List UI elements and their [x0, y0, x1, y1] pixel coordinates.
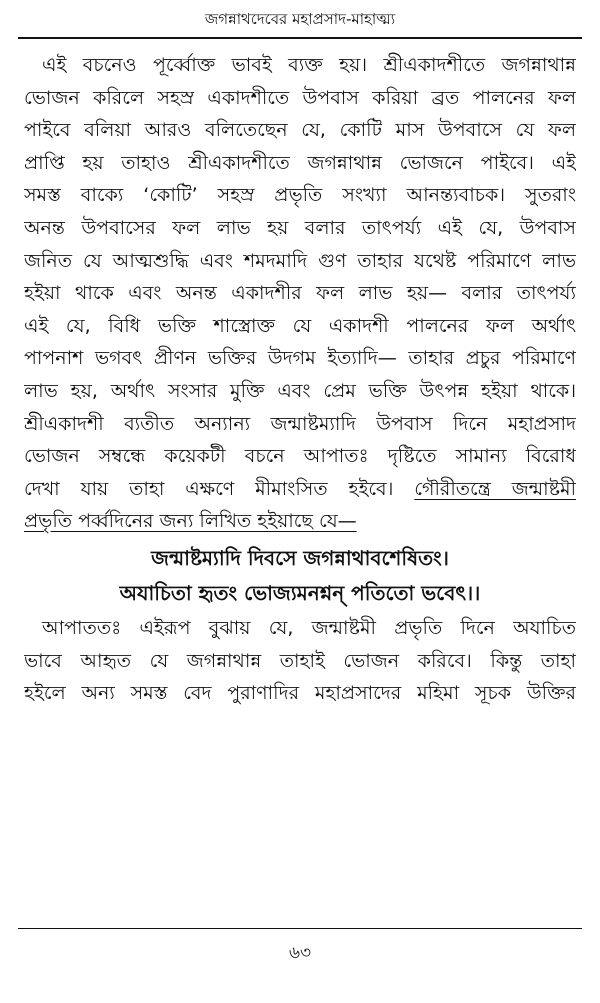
- page-number: ৬৩: [288, 943, 312, 963]
- text-line: অনন্ত উপবাসের ফল লাভ হয় বলার তাৎপর্য্য এই যে, উপবাস: [24, 216, 576, 239]
- text-line: হইলে অন্য সমস্ত বেদ পুরাণাদির মহাপ্রসাদের মহিমা সূচক উক্তির: [24, 682, 576, 705]
- text-line: ভোজন সম্বন্ধে কয়েকটী বচনে আপাতঃ দৃষ্টিতে সামান্য বিরোধ: [24, 445, 576, 468]
- underlined-citation: গৌরীতন্ত্রে জন্মাষ্টমী: [414, 477, 576, 500]
- text-line: ভাবে আহৃত যে জগন্নাথান্ন তাহাই ভোজন করিবে। কিন্তু তাহা: [24, 649, 576, 672]
- text-line: সমস্ত বাক্যে ‘কোটি’ সহস্র প্রভৃতি সংখ্যা আনন্ত্যবাচক। সুতরাং: [24, 184, 576, 207]
- text-line: হইয়া থাকে এবং অনন্ত একাদশীর ফল লাভ হয়— বলার তাৎপর্য্য: [24, 282, 576, 305]
- text-line-underlined: [24, 506, 576, 539]
- text-line: আপাততঃ এইরূপ বুঝায় যে, জন্মাষ্টমী প্রভৃতি দিনে অযাচিত: [42, 616, 576, 639]
- text-line: পাপনাশ ভগবৎ প্রীণন ভক্তির উদগম ইত্যাদি— তাহার প্রচুর পরিমাণে: [24, 347, 576, 370]
- footer-rule: [18, 928, 582, 929]
- header-rule: [18, 37, 582, 39]
- text-line: ভোজন করিলে সহস্র একাদশীতে উপবাস করিয়া ব্রত পালনের ফল: [24, 86, 576, 109]
- text-line: শ্রীএকাদশী ব্যতীত অন্যান্য জন্মাষ্টম্যাদি উপবাস দিনে মহাপ্রসাদ: [24, 412, 576, 435]
- running-header: জগন্নাথদেবের মহাপ্রসাদ-মাহাত্ম্য: [204, 10, 396, 28]
- verse-line: অযাচিতা হৃতং ভোজ্যমনশ্নন্ পতিতো ভবেৎ।।: [119, 580, 481, 605]
- text-line: এই যে, বিধি ভক্তি শাস্ত্রোক্ত যে একাদশী পালনের ফল অর্থাৎ: [24, 314, 576, 337]
- text-line-with-underline: [24, 474, 576, 507]
- verse-line: জন্মাষ্টম্যাদি দিবসে জগন্নাথাবশেষিতং।: [151, 545, 449, 570]
- text-line: এই বচনেও পূর্ব্বোক্ত ভাবই ব্যক্ত হয়। শ্রীএকাদশীতে জগন্নাথান্ন: [42, 54, 576, 76]
- text-line: লাভ হয়, অর্থাৎ সংসার মুক্তি এবং প্রেম ভক্তি উৎপন্ন হইয়া থাকে।: [24, 379, 576, 402]
- text-line-fragment: দেখা যায় তাহা এক্ষণে মীমাংসিত হইবে।: [24, 477, 394, 500]
- text-line: পাইবে বলিয়া আরও বলিতেছেন যে, কোটি মাস উপবাসে যে ফল: [24, 119, 576, 142]
- page-body: [24, 50, 576, 711]
- text-line: জনিত যে আত্মশুদ্ধি এবং শমদমাদি গুণ তাহার যথেষ্ট পরিমাণে লাভ: [24, 249, 576, 272]
- underlined-citation-continued: প্রভৃতি পর্ব্বদিনের জন্য লিখিত হইয়াছে যে—: [24, 510, 357, 533]
- text-line: প্রাপ্তি হয় তাহাও শ্রীএকাদশীতে জগন্নাথান্ন ভোজনে পাইবে। এই: [24, 151, 576, 174]
